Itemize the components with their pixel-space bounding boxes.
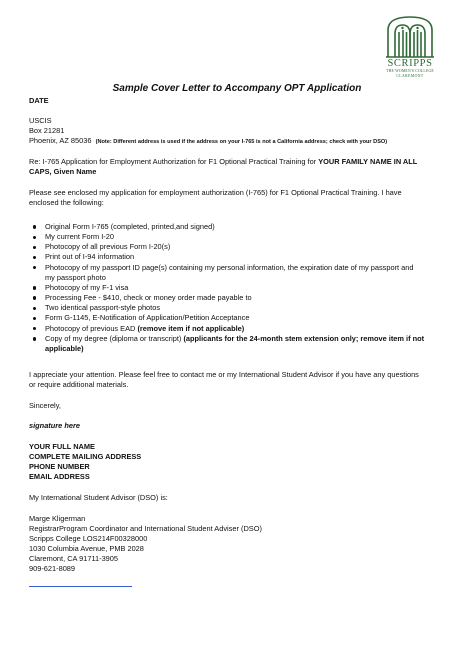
re-prefix: Re: I-765 Application for Employment Authorization for F1 Optional Practical Training for <box>29 157 319 166</box>
scripps-logo <box>374 14 446 88</box>
list-item: Form G-1145, E-Notification of Application/Petition Acceptance <box>29 313 449 323</box>
sender-phone: PHONE NUMBER <box>29 462 90 471</box>
dso-street: 1030 Columbia Avenue, PMB 2028 <box>29 544 144 553</box>
list-item: Photocopy of my F-1 visa <box>29 283 449 293</box>
address-line-3 <box>29 136 387 147</box>
dso-title: RegistrarProgram Coordinator and International Student Adviser (DSO) <box>29 524 262 533</box>
dso-city: Claremont, CA 91711-3905 <box>29 554 119 563</box>
dso-name: Marge Kligerman <box>29 514 86 523</box>
email-underline <box>29 586 132 587</box>
intro-line-2: enclosed the following: <box>29 198 104 207</box>
list-item-continuation: my passport photo <box>45 272 106 282</box>
intro-line-1: Please see enclosed my application for employment authorization (I-765) for F1 Optional Practical Training. I have <box>29 188 402 197</box>
sincerely: Sincerely, <box>29 401 61 410</box>
logo-subtitle-2: CLAREMONT <box>396 74 424 78</box>
address-note: (Note: Different address is used if the address on your I-765 is not a California address; check with your DSO) <box>95 139 388 145</box>
dso-phone: 909-621-8089 <box>29 564 76 573</box>
list-item: Two identical passport-style photos <box>29 303 449 313</box>
list-item-continuation: applicable) <box>45 343 84 353</box>
scripps-gate-icon <box>384 14 436 58</box>
list-item: Print out of I-94 information <box>29 252 449 262</box>
logo-name: SCRIPPS <box>387 58 433 69</box>
list-item: Processing Fee - $410, check or money order made payable to <box>29 293 449 303</box>
list-item: Photocopy of all previous Form I-20(s) <box>29 242 449 252</box>
list-item: My current Form I-20 <box>29 232 449 242</box>
re-name: YOUR FAMILY NAME IN ALL <box>318 157 418 166</box>
address-city: Phoenix, AZ 85036 <box>29 136 92 145</box>
re-line <box>29 157 417 167</box>
list-item: Copy of my degree (diploma or transcript) (applicants for the 24-month stem extension only; remove item if not <box>29 334 449 344</box>
list-item: Photocopy of previous EAD (remove item if not applicable) <box>29 324 449 334</box>
signature-placeholder: signature here <box>29 421 80 430</box>
sender-address: COMPLETE MAILING ADDRESS <box>29 452 142 461</box>
address-line-2: Box 21281 <box>29 126 65 135</box>
list-item: Photocopy of my passport ID page(s) containing my personal information, the expiration date of my passport and <box>29 263 449 273</box>
logo-subtitle: THE WOMEN'S COLLEGE <box>386 69 434 73</box>
sender-email: EMAIL ADDRESS <box>29 472 90 481</box>
dso-intro: My International Student Advisor (DSO) is: <box>29 493 168 502</box>
list-item: Original Form I-765 (completed, printed,and signed) <box>29 222 449 232</box>
closing-line-1: I appreciate your attention. Please feel free to contact me or my International Student Advisor if you have any questions <box>29 370 419 379</box>
letter-title: Sample Cover Letter to Accompany OPT Application <box>112 83 362 94</box>
re-line-2: CAPS, Given Name <box>29 167 97 176</box>
dso-college: Scripps College LOS214F00328000 <box>29 534 148 543</box>
enclosure-list <box>29 222 449 354</box>
sender-name: YOUR FULL NAME <box>29 442 95 451</box>
address-line-1: USCIS <box>29 116 52 125</box>
date-line: DATE <box>29 96 49 105</box>
closing-line-2: or require additional materials. <box>29 380 129 389</box>
